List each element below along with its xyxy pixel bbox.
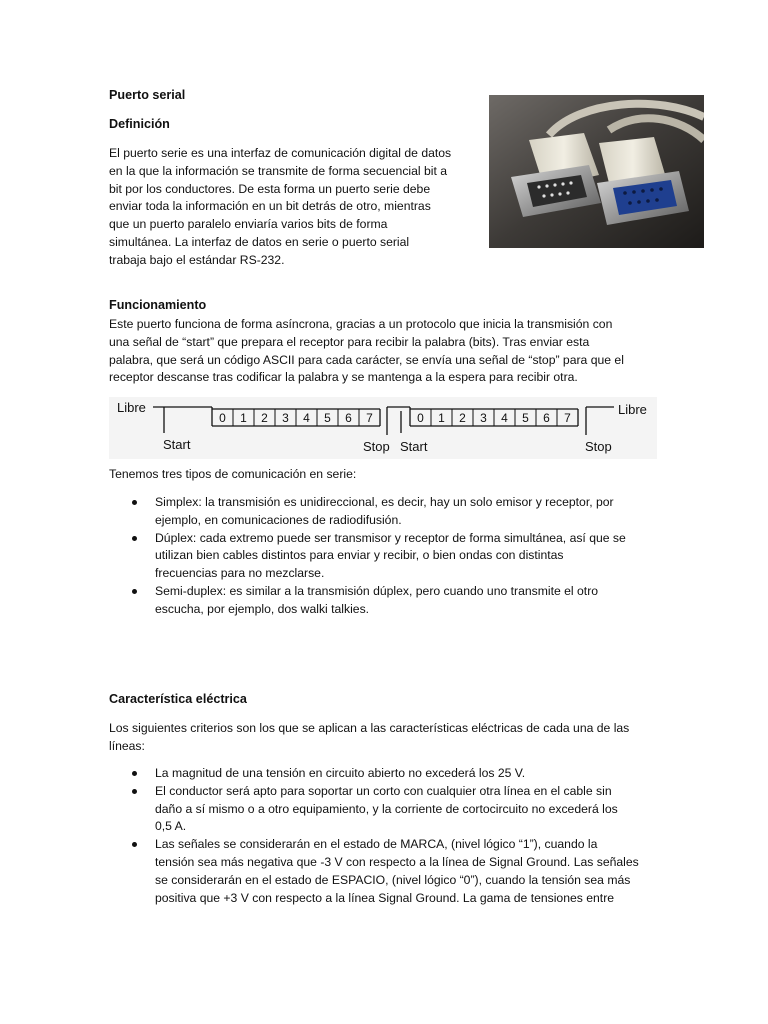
bit-label: 4 (303, 411, 310, 425)
bit-label: 3 (282, 411, 289, 425)
text-line: positiva que +3 V con respecto a la línea Signal Ground. La gama de tensiones entre (155, 890, 615, 905)
list-item-conductor (130, 783, 650, 836)
electrica-list (130, 765, 650, 907)
text-line: se considerarán en el estado de ESPACIO, (nivel lógico “0”), cuando la tensión sea más (155, 872, 631, 887)
bit-label: 2 (261, 411, 268, 425)
section-heading-definicion: Definición (109, 117, 170, 131)
text-line: escucha, por ejemplo, dos walki talkies. (155, 601, 370, 616)
idle-label-left: Libre (117, 400, 146, 415)
section-heading-electrica: Característica eléctrica (109, 692, 247, 706)
bit-label: 6 (345, 411, 352, 425)
text-line: una señal de “start” que prepara el receptor para recibir la palabra (bits). Tras enviar esta (109, 334, 590, 349)
text-line: simultánea. La interfaz de datos en serie o puerto serial (109, 234, 410, 249)
bit-label: 2 (459, 411, 466, 425)
list-item-duplex (130, 530, 650, 583)
bit-label: 0 (417, 411, 424, 425)
text-line: Dúplex: cada extremo puede ser transmisor y receptor de forma simultánea, así que se (155, 530, 626, 545)
text-line: 0,5 A. (155, 819, 187, 834)
text-line: El conductor será apto para soportar un corto con cualquier otra línea en el cable sin (155, 783, 612, 798)
start-label-2: Start (400, 439, 428, 454)
text-line: tensión sea más negativa que -3 V con respecto a la línea de Signal Ground. Las señales (155, 854, 639, 869)
list-item-senales (130, 836, 650, 907)
section-heading-funcionamiento: Funcionamiento (109, 298, 207, 312)
text-line: líneas: (109, 738, 145, 753)
list-item-simplex (130, 494, 650, 530)
stop-label-2: Stop (585, 439, 612, 454)
start-label-1: Start (163, 437, 191, 452)
text-line: Simplex: la transmisión es unidireccional, es decir, hay un solo emisor y receptor, por (155, 495, 614, 509)
page-title: Puerto serial (109, 88, 186, 102)
text-line: en la que la información se transmite de forma secuencial bit a (109, 163, 448, 178)
text-line: utilizan bien cables distintos para enviar y recibir, o bien ondas con distintas (155, 548, 564, 563)
funcionamiento-paragraph (109, 316, 669, 387)
text-line: trabaja bajo el estándar RS-232. (109, 252, 285, 267)
text-line: daño a sí mismo o a otro equipamiento, y la corriente de cortocircuito no excederá los (155, 801, 618, 816)
bit-label: 0 (219, 411, 226, 425)
serial-connector-photo (489, 95, 704, 248)
bit-label: 5 (324, 411, 331, 425)
text-line: bit por los conductores. De esta forma un puerto serie debe (109, 181, 431, 196)
text-line: que un puerto paralelo enviaría varios bits de forma (109, 217, 388, 232)
bit-label: 1 (240, 411, 247, 425)
text-line: Este puerto funciona de forma asíncrona, gracias a un protocolo que inicia la transmisión con (109, 317, 613, 331)
bit-label: 7 (366, 411, 373, 425)
list-item-semi-duplex (130, 583, 650, 619)
bit-label: 7 (564, 411, 571, 425)
text-line: enviar toda la información en un bit detrás de otro, mientras (109, 199, 431, 214)
text-line: palabra, que será un código ASCII para cada carácter, se envía una señal de “stop” para que el (109, 352, 624, 367)
bit-label: 6 (543, 411, 550, 425)
tipos-intro: Tenemos tres tipos de comunicación en serie: (109, 467, 357, 481)
text-line: El puerto serie es una interfaz de comunicación digital de datos (109, 146, 452, 160)
serial-frame-diagram (109, 397, 657, 459)
text-line: La magnitud de una tensión en circuito abierto no excederá los 25 V. (155, 766, 526, 780)
tipos-list (130, 494, 650, 619)
text-line: Las señales se considerarán en el estado de MARCA, (nivel lógico “1”), cuando la (155, 837, 598, 852)
bit-label: 5 (522, 411, 529, 425)
text-line: Semi-duplex: es similar a la transmisión dúplex, pero cuando uno transmite el otro (155, 583, 599, 598)
list-item-tension (130, 765, 650, 783)
text-line: Los siguientes criterios son los que se aplican a las características eléctricas de cada una de las (109, 721, 630, 735)
stop-label-1: Stop (363, 439, 390, 454)
bit-label: 1 (438, 411, 445, 425)
text-line: receptor descanse tras codificar la palabra y se mantenga a la espera para recibir otra. (109, 370, 578, 385)
bit-label: 4 (501, 411, 508, 425)
text-line: frecuencias para no mezclarse. (155, 566, 325, 581)
text-line: ejemplo, en comunicaciones de radiodifusión. (155, 512, 402, 527)
definicion-paragraph (109, 145, 484, 270)
idle-label-right: Libre (618, 402, 647, 417)
bit-label: 3 (480, 411, 487, 425)
electrica-intro (109, 720, 669, 756)
